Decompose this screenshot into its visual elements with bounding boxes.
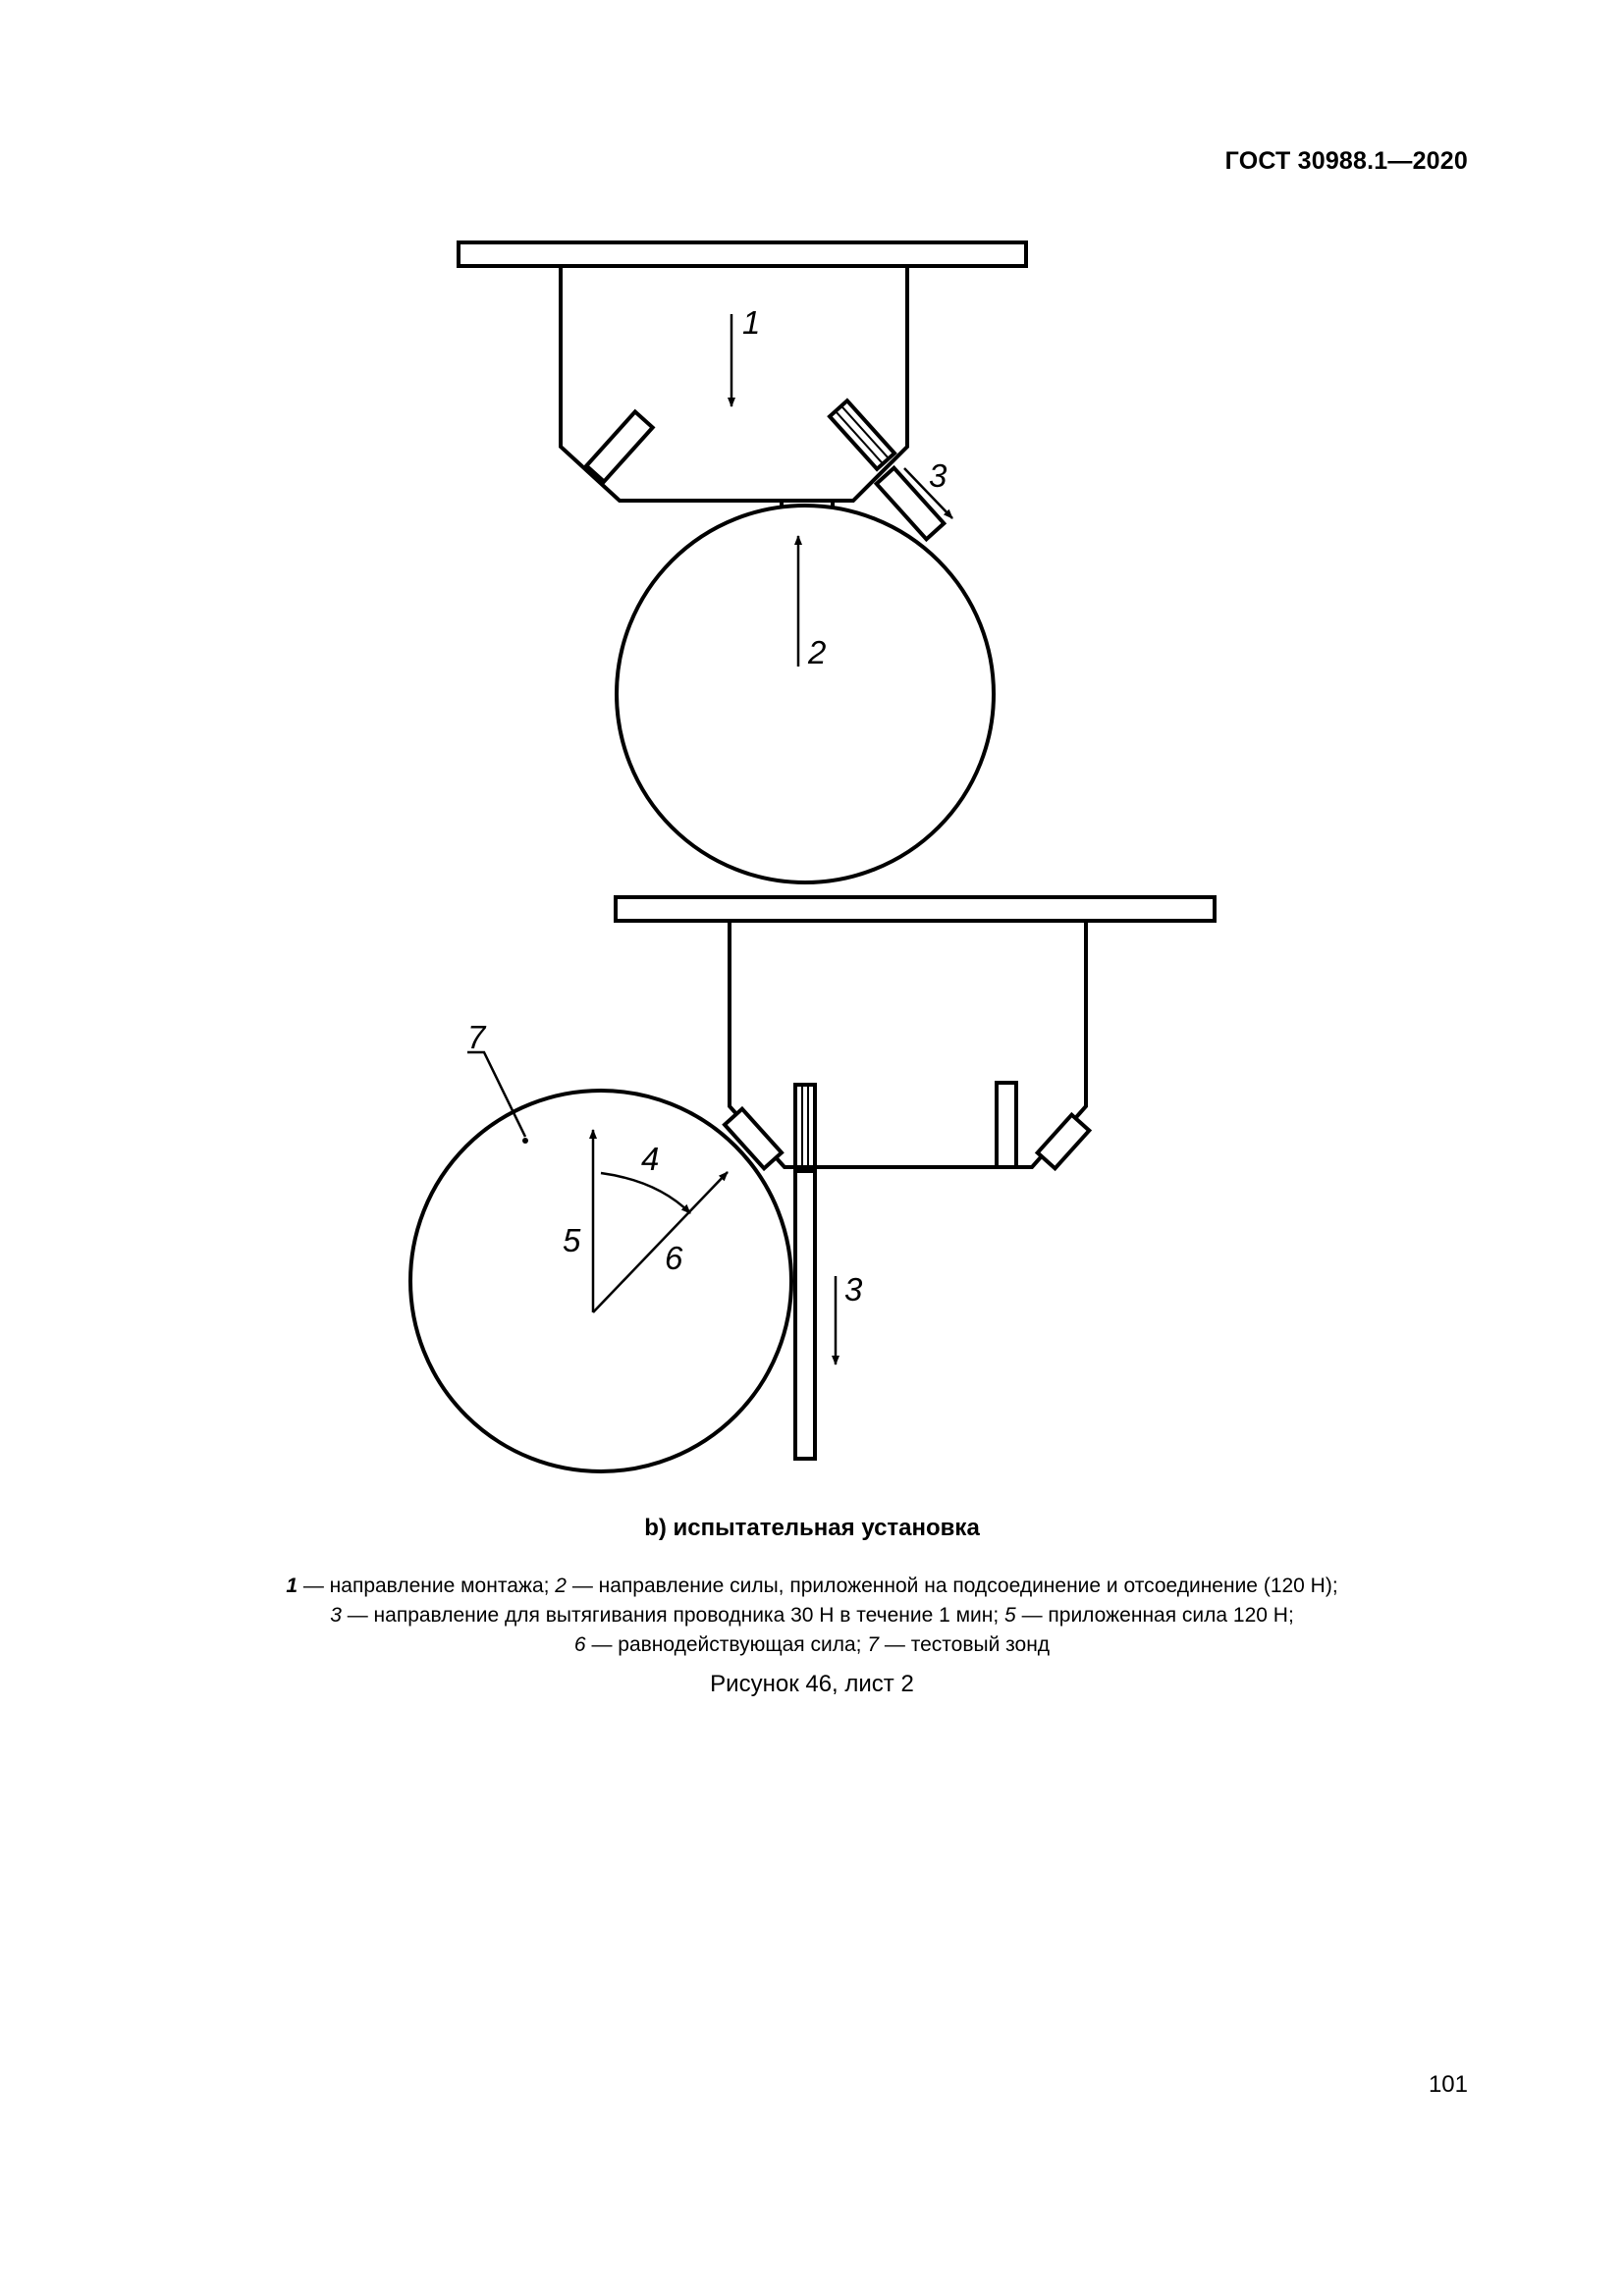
- label-6: 6: [665, 1240, 683, 1276]
- figure-subcaption: b) испытательная установка: [644, 1515, 980, 1541]
- label-3-upper: 3: [929, 457, 947, 494]
- label-7: 7: [467, 1019, 486, 1055]
- arrow-6: [593, 1172, 728, 1312]
- legend-line-1: [0, 1572, 1624, 1601]
- label-5: 5: [563, 1222, 581, 1258]
- legend-num: 2: [555, 1575, 567, 1597]
- page-number: 101: [1428, 2071, 1468, 2098]
- legend-text: — тестовый зонд: [879, 1633, 1051, 1656]
- label-1: 1: [742, 304, 761, 341]
- figure-legend: [0, 1572, 1624, 1660]
- upper-right-contact: [830, 400, 894, 469]
- legend-line-3: [0, 1630, 1624, 1660]
- legend-text: — направление для вытягивания проводника 30 Н в течение 1 мин;: [341, 1604, 1005, 1627]
- upper-test-probe: [617, 506, 994, 882]
- legend-num: 6: [573, 1633, 586, 1656]
- document-header: ГОСТ 30988.1—2020: [1224, 147, 1468, 175]
- lower-conductor: [795, 1171, 815, 1459]
- legend-line-2: [0, 1601, 1624, 1630]
- lower-left-contact: [725, 1109, 782, 1169]
- legend-text: — направление монтажа;: [298, 1575, 556, 1597]
- upper-left-contact: [586, 411, 652, 481]
- probe-center-dot: [522, 1138, 528, 1144]
- lower-center-contact: [795, 1085, 815, 1167]
- legend-num: 5: [1004, 1604, 1016, 1627]
- arrow-4-arc: [601, 1173, 690, 1213]
- label-2: 2: [808, 634, 827, 670]
- label-3-lower: 3: [844, 1271, 863, 1308]
- figure-caption: Рисунок 46, лист 2: [710, 1671, 914, 1697]
- lower-mounting-plate: [616, 897, 1215, 921]
- legend-num: 3: [330, 1604, 342, 1627]
- legend-text: — направление силы, приложенной на подсоединение и отсоединение (120 Н);: [566, 1575, 1338, 1597]
- lower-test-probe: [410, 1091, 791, 1471]
- lower-inner-blade: [997, 1083, 1016, 1167]
- legend-num: 1: [286, 1575, 298, 1597]
- legend-text: — приложенная сила 120 Н;: [1015, 1604, 1294, 1627]
- lower-assembly: [410, 897, 1215, 1471]
- lower-socket-body: [730, 921, 1086, 1167]
- upper-mounting-plate: [459, 242, 1026, 266]
- label-4: 4: [641, 1141, 660, 1177]
- legend-num: 7: [867, 1633, 880, 1656]
- legend-text: — равнодействующая сила;: [585, 1633, 868, 1656]
- lower-right-contact: [1038, 1115, 1090, 1169]
